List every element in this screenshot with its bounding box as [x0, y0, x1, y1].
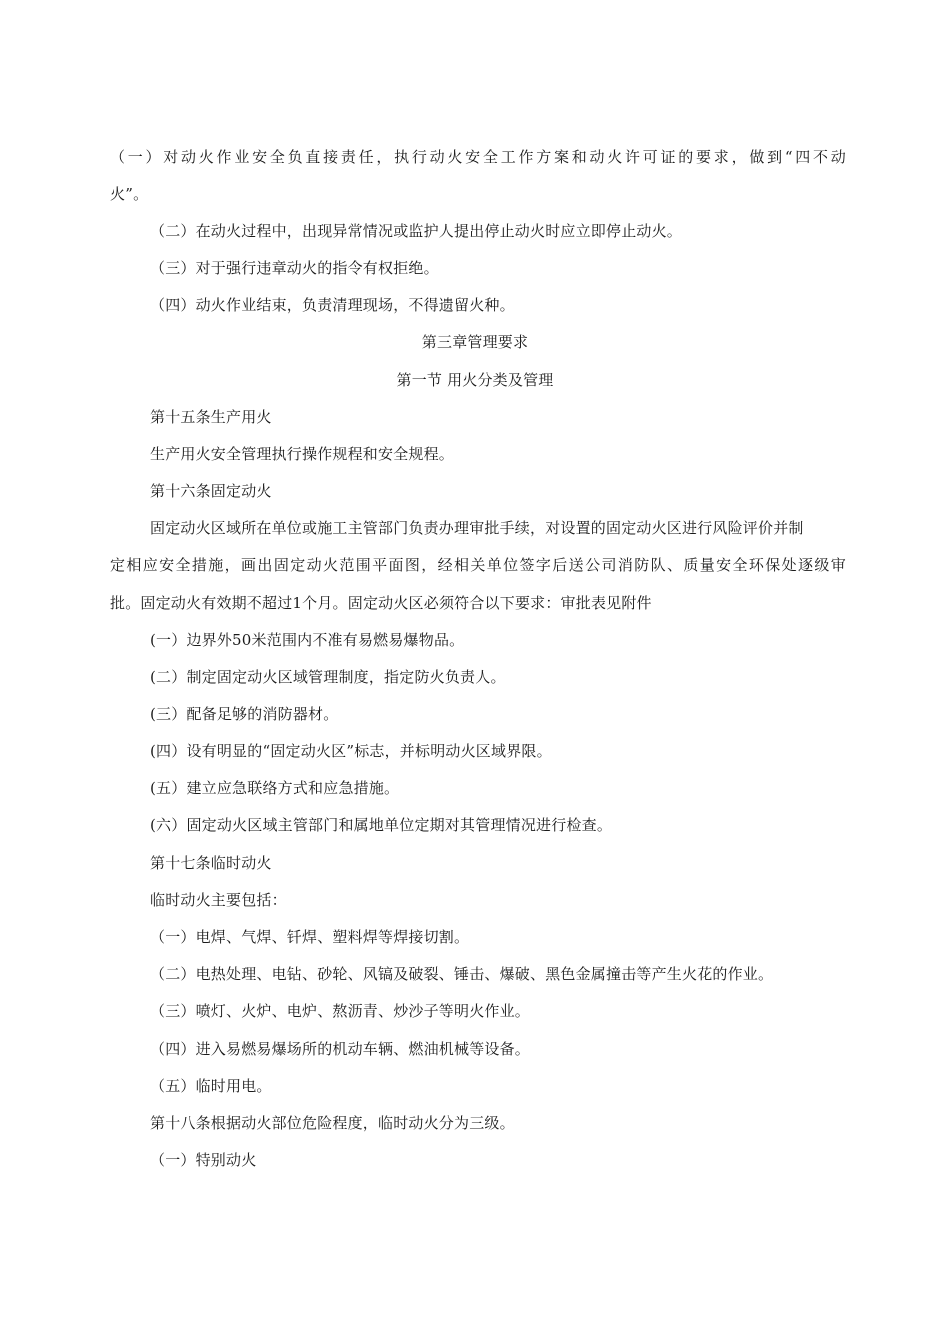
list-item-7: （一）电焊、气焊、钎焊、塑料焊等焊接切割。 — [150, 928, 470, 946]
list-item-5: (五）建立应急联络方式和应急措施。 — [150, 779, 400, 797]
paragraph-line-2: 火”。 — [110, 185, 149, 203]
list-item-4: (四）设有明显的“固定动火区”标志，并标明动火区域界限。 — [150, 742, 552, 760]
paragraph-line-3: （二）在动火过程中，出现异常情况或监护人提出停止动火时应立即停止动火。 — [150, 222, 683, 240]
paragraph-line-11: 固定动火区域所在单位或施工主管部门负责办理审批手续，对设置的固定动火区进行风险评价并制 — [150, 519, 804, 537]
section-heading: 第一节 用火分类及管理 — [396, 371, 554, 389]
list-item-2: (二）制定固定动火区域管理制度，指定防火负责人。 — [150, 668, 506, 686]
list-item-9: （三）喷灯、火炉、电炉、熬沥青、炒沙子等明火作业。 — [150, 1002, 531, 1020]
paragraph-line-1: （一）对动火作业安全负直接责任，执行动火安全工作方案和动火许可证的要求，做到“四不动 — [110, 148, 846, 166]
paragraph-line-9: 生产用火安全管理执行操作规程和安全规程。 — [150, 445, 455, 463]
article-heading-17: 第十七条临时动火 — [150, 854, 272, 872]
article-heading-18: 第十八条根据动火部位危险程度，临时动火分为三级。 — [150, 1114, 515, 1132]
paragraph-line-12: 定相应安全措施，画出固定动火范围平面图，经相关单位签字后送公司消防队、质量安全环保处逐级审 — [110, 556, 846, 574]
list-item-11: （五）临时用电。 — [150, 1077, 272, 1095]
list-item-1: (一）边界外50米范围内不准有易燃易爆物品。 — [150, 631, 465, 649]
article-heading-15: 第十五条生产用火 — [150, 408, 272, 426]
article-heading-16: 第十六条固定动火 — [150, 482, 272, 500]
paragraph-line-21: 临时动火主要包括： — [150, 891, 287, 909]
list-item-6: (六）固定动火区域主管部门和属地单位定期对其管理情况进行检查。 — [150, 816, 613, 834]
list-item-10: （四）进入易燃易爆场所的机动车辆、燃油机械等设备。 — [150, 1040, 531, 1058]
list-item-12: （一）特别动火 — [150, 1151, 257, 1169]
paragraph-line-5: （四）动火作业结束，负责清理现场，不得遗留火种。 — [150, 296, 515, 314]
list-item-3: (三）配备足够的消防器材。 — [150, 705, 339, 723]
list-item-8: （二）电热处理、电钻、砂轮、风镐及破裂、锤击、爆破、黑色金属撞击等产生火花的作业。 — [150, 965, 774, 983]
chapter-heading: 第三章管理要求 — [421, 333, 529, 351]
paragraph-line-13: 批。固定动火有效期不超过1个月。固定动火区必须符合以下要求：审批表见附件 — [110, 594, 652, 612]
paragraph-line-4: （三）对于强行违章动火的指令有权拒绝。 — [150, 259, 439, 277]
